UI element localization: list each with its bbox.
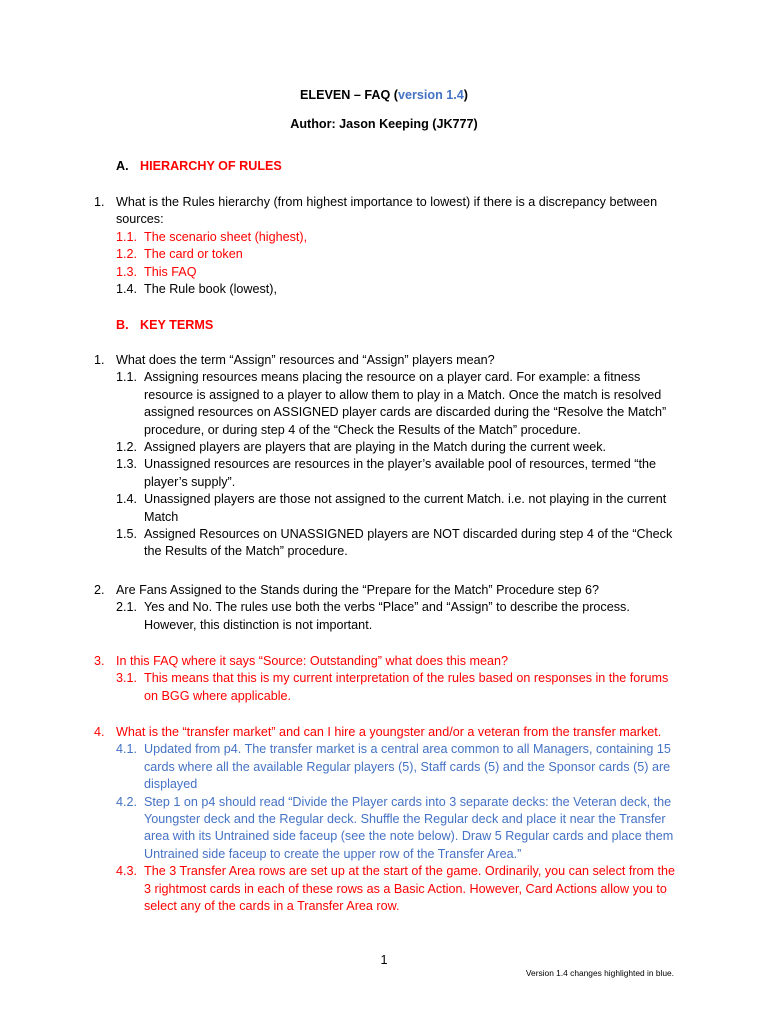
question-b3: 3. In this FAQ where it says “Source: Outstanding” what does this mean? 3.1. This means that this is my current interpretation of the rules based on responses in the forums on BGG where applicable.	[94, 653, 684, 705]
answer-item: 1.5. Assigned Resources on UNASSIGNED players are NOT discarded during step 4 of the “Check the Results of the Match” procedure.	[116, 527, 673, 559]
question-text: In this FAQ where it says “Source: Outstanding” what does this mean?	[116, 654, 508, 668]
answer-item: 3.1. This means that this is my current interpretation of the rules based on responses in the forums on BGG where applicable.	[116, 671, 669, 703]
answer-item: 1.1. Assigning resources means placing the resource on a player card. For example: a fitness resource is assigned to a player to allow them to play in a Match. Once the match is resolved assigned resources on ASSIGNED player cards are discarded during the “Resolve the Match” procedure, or during step 4 of the “Check the Results of the Match” procedure.	[116, 370, 667, 437]
question-a1: 1. What is the Rules hierarchy (from highest importance to lowest) if there is a discrepancy between sources: 1.1. The scenario sheet (highest), 1.2. The card or token 1.3. This FAQ 1.4. The Rule book (lowest),	[94, 194, 684, 298]
question-text: What does the term “Assign” resources and “Assign” players mean?	[116, 353, 495, 367]
answer-item: 2.1. Yes and No. The rules use both the verbs “Place” and “Assign” to describe the process. However, this distinction is not important.	[116, 600, 630, 632]
question-text: Are Fans Assigned to the Stands during the “Prepare for the Match” Procedure step 6?	[116, 583, 600, 597]
section-a-heading: A. HIERARCHY OF RULES	[116, 159, 282, 173]
question-b4: 4. What is the “transfer market” and can I hire a youngster and/or a veteran from the transfer market. 4.1. Updated from p4. The transfer market is a central area common to all Managers, containing 15 cards where all the available Regular players (5), Staff cards (5) and the Sponsor cards (5) are displayed 4.2. Step 1 on p4 should read “Divide the Player cards into 3 separate decks: the Veteran deck, the Youngster deck and the Regular deck. Shuffle the Regular deck and place it near the Transfer area with its Untrained side faceup (see the note below). Draw 5 Regular cards and place them Untrained side faceup to create the upper row of the Transfer Area.” 4.3. The 3 Transfer Area rows are set up at the start of the game. Ordinarily, you can select from the 3 rightmost cards in each of these rows as a Basic Action. However, Card Actions allow you to select any of the cards in a Transfer Area row.	[94, 724, 684, 915]
answer-item: 1.4. Unassigned players are those not assigned to the current Match. i.e. not playing in the current Match	[116, 492, 667, 524]
answer-item: 4.1. Updated from p4. The transfer market is a central area common to all Managers, containing 15 cards where all the available Regular players (5), Staff cards (5) and the Sponsor cards (5) are displayed	[116, 742, 671, 792]
question-text: What is the “transfer market” and can I hire a youngster and/or a veteran from the transfer market.	[116, 725, 662, 739]
page-number: 1	[380, 953, 388, 967]
answer-item: 1.2. Assigned players are players that are playing in the Match during the current week.	[116, 440, 607, 455]
version-label: version 1.4	[397, 88, 464, 102]
answer-item: 1.3. Unassigned resources are resources in the player’s available pool of resources, termed “the player’s supply”.	[116, 457, 656, 489]
question-text: What is the Rules hierarchy (from highest importance to lowest) if there is a discrepancy between sources:	[116, 195, 658, 227]
answer-item: 1.1. The scenario sheet (highest),	[116, 229, 308, 244]
answer-item: 1.4. The Rule book (lowest),	[116, 282, 277, 297]
section-b-heading: B. KEY TERMS	[116, 318, 214, 332]
question-b2: 2. Are Fans Assigned to the Stands during the “Prepare for the Match” Procedure step 6? 2.1. Yes and No. The rules use both the verbs “Place” and “Assign” to describe the process. However, this distinction is not important.	[94, 582, 684, 634]
answer-item: 4.2. Step 1 on p4 should read “Divide the Player cards into 3 separate decks: the Veteran deck, the Youngster deck and the Regular deck. Shuffle the Regular deck and place it near the Transfer area with its Untrained side faceup (see the note below). Draw 5 Regular cards and place them Untrained side faceup to create the upper row of the Transfer Area.”	[116, 794, 674, 861]
footer-note: Version 1.4 changes highlighted in blue.	[525, 968, 674, 978]
answer-item: 1.3. This FAQ	[116, 264, 197, 279]
document-author: Author: Jason Keeping (JK777)	[290, 117, 478, 131]
answer-item: 4.3. The 3 Transfer Area rows are set up at the start of the game. Ordinarily, you can select from the 3 rightmost cards in each of these rows as a Basic Action. However, Card Actions allow you to select any of the cards in a Transfer Area row.	[116, 864, 676, 914]
answer-item: 1.2. The card or token	[116, 247, 243, 262]
question-b1: 1. What does the term “Assign” resources and “Assign” players mean? 1.1. Assigning resources means placing the resource on a player card. For example: a fitness resource is assigned to a player to allow them to play in a Match. Once the match is resolved assigned resources on ASSIGNED player cards are discarded during the “Resolve the Match” procedure, or during step 4 of the “Check the Results of the Match” procedure. 1.2. Assigned players are players that are playing in the Match during the current week. 1.3. Unassigned resources are resources in the player’s available pool of resources, termed “the player’s supply”. 1.4. Unassigned players are those not assigned to the current Match. i.e. not playing in the current Match 1.5. Assigned Resources on UNASSIGNED players are NOT discarded during step 4 of the “Check the Results of the Match” procedure.	[94, 352, 684, 561]
document-title: ELEVEN – FAQ (version 1.4)	[300, 88, 468, 102]
